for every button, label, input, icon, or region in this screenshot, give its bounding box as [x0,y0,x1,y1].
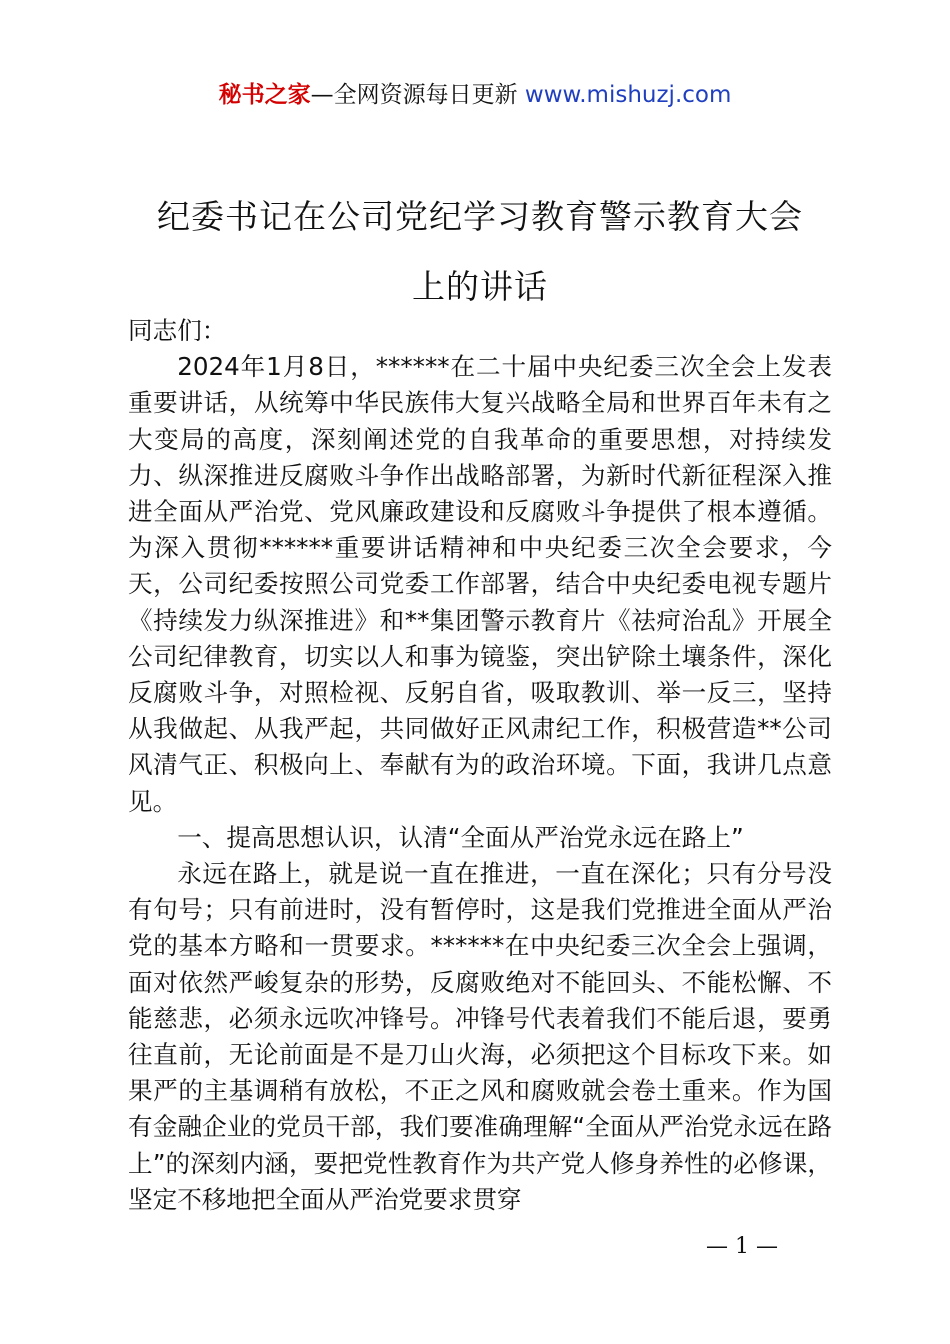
page-number: — 1 — [706,1234,778,1259]
site-header [0,78,950,112]
salutation: 同志们： [128,316,227,345]
section-heading-1: 一、提高思想认识，认清“全面从严治党永远在路上” [177,822,744,852]
paragraph-intro: 2024年1月8日，******在二十届中央纪委三次全会上发表重要讲话，从统筹中华民族伟大复兴战略全局和世界百年未有之大变局的高度，深刻阐述党的自我革命的重要思想，对持续发力、纵深推进反腐败斗争作出战略部署，为新时代新征程深入推进全面从严治党、党风廉政建设和反腐败斗争提供了根本遵循。为深入贯彻******重要讲话精神和中央纪委三次全会要求，今天，公司纪委按照公司党委工作部署，结合中央纪委电视专题片《持续发力纵深推进》和**集团警示教育片《祛疴治乱》开展全公司纪律教育，切实以人和事为镜鉴，突出铲除土壤条件，深化反腐败斗争，对照检视、反躬自省，吸取教训、举一反三，坚持从我做起、从我严起，共同做好正风肃纪工作，积极营造**公司风清气正、积极向上、奉献有为的政治环境。下面，我讲几点意见。 [128,352,832,816]
document-title-line-1: 纪委书记在公司党纪学习教育警示教育大会 [157,197,803,236]
document-title [120,182,840,322]
site-name: 秘书之家 [218,82,311,108]
site-tagline: —全网资源每日更新 [310,82,518,108]
site-url-link[interactable]: www.mishuzj.com [524,82,732,108]
document-title-line-2: 上的讲话 [412,267,548,306]
paragraph-section-1: 永远在路上，就是说一直在推进，一直在深化；只有分号没有句号；只有前进时，没有暂停时，这是我们党推进全面从严治党的基本方略和一贯要求。******在中央纪委三次全会上强调，面对依然严峻复杂的形势，反腐败绝对不能回头、不能松懈、不能慈悲，必须永远吹冲锋号。冲锋号代表着我们不能后退，要勇往直前，无论前面是不是刀山火海，必须把这个目标攻下来。如果严的主基调稍有放松，不正之风和腐败就会卷土重来。作为国有金融企业的党员干部，我们要准确理解“全面从严治党永远在路上”的深刻内涵，要把党性教育作为共产党人修身养性的必修课，坚定不移地把全面从严治党要求贯穿 [128,859,832,1214]
document-body [128,313,832,1218]
